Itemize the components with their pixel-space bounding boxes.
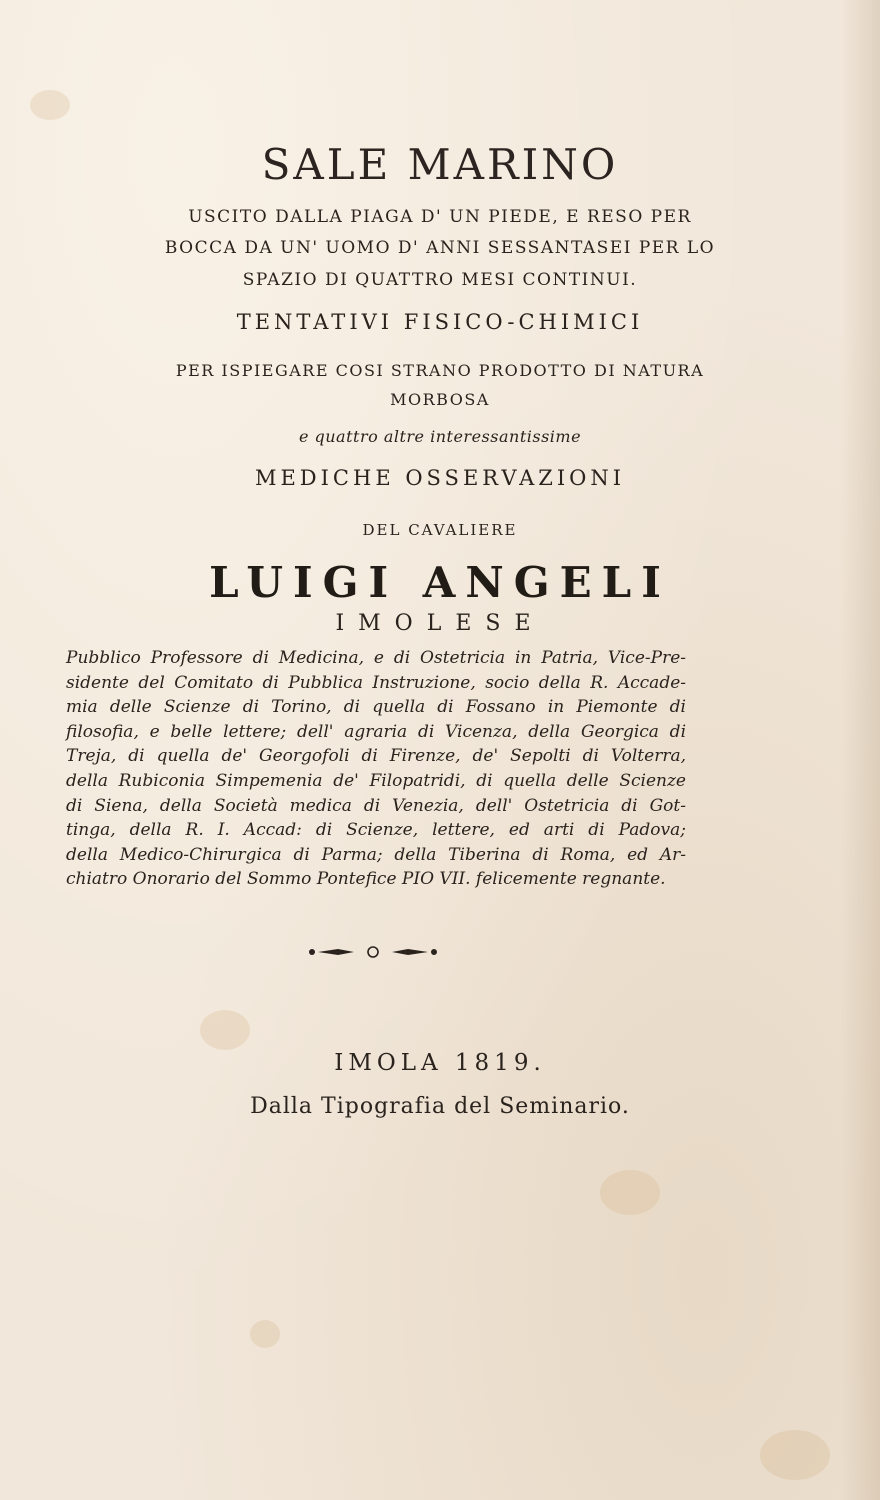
- credentials-line: di Siena, della Società medica di Venezia, dell' Ostetricia di Got-: [66, 795, 686, 816]
- book-title: SALE MARINO: [261, 140, 619, 189]
- credentials-line: della Rubiconia Simpemenia de' Filopatridi, di quella delle Scienze: [66, 770, 686, 791]
- section-heading: TENTATIVI FISICO-CHIMICI: [236, 310, 644, 334]
- credentials-line: tinga, della R. I. Accad: di Scienze, lettere, ed arti di Padova;: [66, 820, 686, 841]
- credentials-line: filosofia, e belle lettere; dell' agraria di Vicenza, della Georgica di: [66, 721, 686, 742]
- credentials-line: della Medico-Chirurgica di Parma; della Tiberina di Roma, ed Ar-: [66, 844, 686, 865]
- purpose-line: PER ISPIEGARE COSI STRANO PRODOTTO DI NATURA: [175, 361, 705, 380]
- author-prefix: DEL CAVALIERE: [362, 521, 518, 539]
- credentials-line: Pubblico Professore di Medicina, e di Ostetricia in Patria, Vice-Pre-: [66, 648, 686, 668]
- author-origin: IMOLESE: [335, 611, 545, 636]
- credentials-line: chiatro Onorario del Sommo Pontefice PIO VII. felicemente regnante.: [66, 869, 666, 890]
- foxing-stain: [250, 1320, 280, 1348]
- printer-ornament-icon: [308, 942, 438, 962]
- foxing-stain: [200, 1010, 250, 1050]
- subtitle-line: BOCCA DA UN' UOMO D' ANNI SESSANTASEI PER LO: [164, 238, 716, 258]
- printer-name: Dalla Tipografia del Seminario.: [250, 1094, 630, 1119]
- author-credentials: [66, 646, 686, 892]
- connector-line: e quattro altre interessantissime: [298, 427, 582, 446]
- purpose-line: MORBOSA: [390, 390, 490, 409]
- foxing-stain: [600, 1170, 660, 1215]
- imprint-place-year: IMOLA 1819.: [334, 1050, 546, 1076]
- credentials-line: mia delle Scienze di Torino, di quella di Fossano in Piemonte di: [66, 697, 686, 718]
- foxing-stain: [760, 1430, 830, 1480]
- subtitle-line: USCITO DALLA PIAGA D' UN PIEDE, E RESO PER: [188, 207, 692, 227]
- section-heading: MEDICHE OSSERVAZIONI: [254, 466, 626, 490]
- subtitle-line: SPAZIO DI QUATTRO MESI CONTINUI.: [242, 270, 638, 290]
- author-name: LUIGI ANGELI: [209, 558, 671, 607]
- credentials-line: sidente del Comitato di Pubblica Instruzione, socio della R. Accade-: [66, 672, 686, 693]
- credentials-line: Treja, di quella de' Georgofoli di Firenze, de' Sepolti di Volterra,: [66, 746, 686, 767]
- foxing-stain: [30, 90, 70, 120]
